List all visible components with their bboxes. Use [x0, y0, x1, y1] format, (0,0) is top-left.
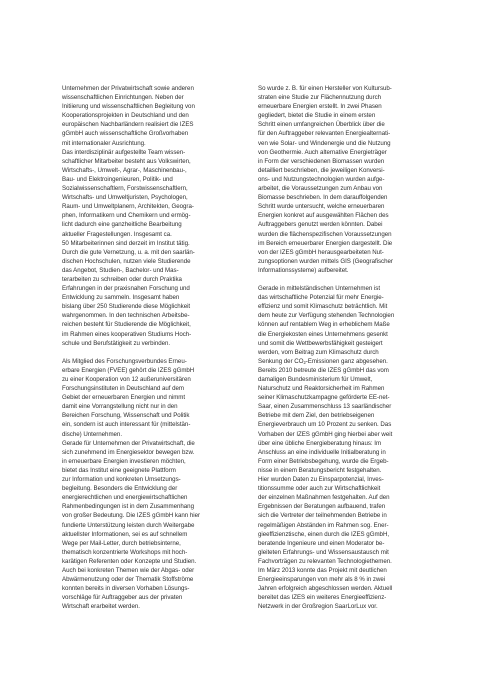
text-line: bereitet das IZES ein weiteres Energieeffizienz- [258, 594, 387, 602]
text-line: schule und Berufstätigkeit zu verbinden. [62, 339, 171, 347]
text-line: aktueller Fragestellungen. Insgesamt ca. [62, 230, 172, 238]
text-line: 50 Mitarbeiterinnen sind derzeit im Institut tätig. [62, 239, 190, 247]
text-line: wurden die flächenspezifischen Voraussetzungen [258, 230, 392, 238]
text-line: Forschungsinstituten in Deutschland auf dem [62, 385, 185, 393]
text-line: Abwärmenutzung oder der Thematik Stoffströme [62, 576, 194, 584]
text-line: Ergebnissen der Beratungen aufbauend, trafen [258, 503, 386, 511]
text-line: Jahren erfolgreich abgeschlossen werden. Aktuell [258, 585, 393, 593]
text-line: können auf rentablem Weg in erheblichem Maße [258, 321, 390, 329]
text-line: von großer Bedeutung. Die IZES gGmbH kann hier [62, 512, 200, 520]
text-line: straten eine Studie zur Flächennutzung durch [258, 94, 382, 102]
text-line: bietet das Institut eine geeignete Plattform [62, 466, 176, 474]
text-line: reichen besteht für Studierende die Möglichkeit, [62, 321, 191, 329]
text-line: wissenschaftlichen Einrichtungen. Neben der [62, 94, 184, 102]
paragraph-gap [62, 348, 248, 357]
text-line: terarbeiten zu schreiben oder durch Praktika [62, 275, 182, 283]
text-line: Bereits 2010 betreute die IZES gGmbH das vom [258, 366, 389, 374]
text-line: Auch bei konkreten Themen wie der Abgas- oder [62, 566, 195, 574]
text-line: Energieverbrauch um 10 Prozent zu senken. Das [258, 421, 392, 429]
text-line: der einzelnen Maßnahmen festgehalten. Auf den [258, 494, 390, 502]
text-line: Vorhaben der IZES gGmbH ging hierbei aber weit [258, 430, 393, 438]
text-line: phen, Informatikern und Chemikern und ermög- [62, 212, 191, 220]
text-line: begleitung. Besonders die Entwicklung der [62, 485, 178, 493]
text-line: Entwicklung zu sammeln. Insgesamt haben [62, 294, 180, 302]
text-line: Biomasse beschrieben. In dem darauffolgenden [258, 194, 388, 202]
text-line: wahrgenommen. In den technischen Arbeitsbe- [62, 312, 190, 320]
text-line: Wirtschafts-, Umwelt-, Agrar-, Maschinenbau-, [62, 166, 187, 174]
text-line: Auftraggebers genutzt werden könnten. Dabei [258, 221, 383, 229]
text-line: europäischen Nachbarländern realisiert die IZES [62, 121, 194, 129]
text-line: Form einer Betriebsbegehung, wurde die Ergeb- [258, 457, 389, 465]
text-line: das Angebot, Studien-, Bachelor- und Mas- [62, 266, 179, 274]
text-line [258, 357, 444, 366]
text-line: Gerade für Unternehmen der Privatwirtschaft, die [62, 439, 195, 447]
text-segment: Senkung der CO [258, 357, 304, 365]
text-line: licht dadurch eine ganzheitliche Bearbeitung [62, 221, 182, 229]
text-line: Anschluss an eine individuelle Initialberatung in [258, 448, 386, 456]
subscript: 2 [303, 359, 306, 365]
text-line: gGmbH auch wissenschaftliche Großvorhaben [62, 130, 189, 138]
text-line: ons- und Nutzungstechnologien wurden aufge- [258, 175, 385, 183]
text-line: im Bereich erneuerbarer Energien dargestellt. Die [258, 239, 393, 247]
text-line: ven wie Solar- und Windenergie und die Nutzung [258, 139, 391, 147]
text-line: thematisch konzentrierte Workshops mit hoch- [62, 548, 188, 556]
text-line: seiner Klimaschutzkampagne geförderte EE-net- [258, 394, 390, 402]
text-line: Schritt wurde untersucht, welche erneuerbaren [258, 203, 385, 211]
text-line: Schritt einen umfangreichen Überblick über die [258, 121, 385, 129]
text-line: Saar, einen Zusammenschluss 13 saarländischer [258, 403, 392, 411]
text-line: in erneuerbare Energien investieren möchten, [62, 457, 186, 465]
text-line: erbare Energien (FVEE) gehört die IZES gGmbH [62, 366, 195, 374]
text-line: Energien konkret auf ausgewählten Flächen des [258, 212, 389, 220]
text-line: Wirtschafts- und Umweltjuristen, Psychologen, [62, 194, 188, 202]
text-line: fundierte Unterstützung leisten durch Weitergabe [62, 521, 195, 529]
text-line: Sozialwissenschaftlern, Forstwissenschaftlern, [62, 185, 188, 193]
text-segment: -Emissionen ganz abgesehen. [305, 357, 388, 365]
text-line: detailliert beschrieben, die jeweiligen Konversi- [258, 166, 385, 174]
text-line: Energieeinsparungen von mehr als 8 % in zwei [258, 576, 386, 584]
text-line: Durch die gute Vernetzung, u. a. mit den saarlän- [62, 248, 195, 256]
text-line: die Energiekosten eines Unternehmens gesenkt [258, 330, 388, 338]
text-line: ein, sondern ist auch interessant für (mittelstän- [62, 421, 191, 429]
text-line: dem heute zur Verfügung stehenden Technologien [258, 312, 395, 320]
text-line: arbeitet, die Voraussetzungen zum Anbau von [258, 185, 383, 193]
text-line: und somit die Wettbewerbsfähigkeit gesteigert [258, 339, 383, 347]
text-line: gleiteten Erfahrungs- und Wissensaustausch mit [258, 548, 389, 556]
text-line: beratende Ingenieure und einen Moderator be- [258, 539, 385, 547]
text-line: Hier wurden Daten zu Einsparpotenzial, Inves- [258, 476, 384, 484]
text-line: Raum- und Umweltplanern, Architekten, Geogra- [62, 203, 194, 211]
text-line: für den Auftraggeber relevanten Energiealternati- [258, 130, 391, 138]
text-line: Naturschutz und Reaktorsicherheit im Rahmen [258, 385, 385, 393]
text-line: konnten bereits in diversen Vorhaben Lösungs- [62, 585, 190, 593]
text-line: nisse in einem Beratungsbericht festgehalten. [258, 466, 382, 474]
text-line: Gerade in mittelständischen Unternehmen ist [258, 285, 381, 293]
text-line: Fachvorträgen zu relevanten Technologiethemen. [258, 557, 392, 565]
text-line: in Form der verschiedenen Biomassen wurden [258, 157, 385, 165]
text-line: Wege per Mail-Letter, durch betriebsinterne, [62, 539, 181, 547]
text-line: von der IZES gGmbH herausgearbeiteten Nut- [258, 248, 384, 256]
text-line: zur Information und konkreten Umsetzungs- [62, 476, 181, 484]
text-line: erneuerbare Energien erstellt. In zwei Phasen [258, 103, 382, 111]
right-text-column [258, 84, 444, 611]
text-line: schaftlicher Mitarbeiter besteht aus Volkswirten, [62, 157, 191, 165]
text-line: gieeffizienztische, einen durch die IZES gGmbH, [258, 530, 390, 538]
text-line: Rahmenbedingungen ist in dem Zusammenhang [62, 503, 194, 511]
text-line: bislang über 250 Studierende diese Möglichkeit [62, 303, 191, 311]
text-line: Betriebe mit dem Ziel, den betriebseigenen [258, 412, 375, 420]
text-line: Initiierung und wissenschaftlichen Begleitung von [62, 103, 195, 111]
text-line: damit eine Vorrangstellung nicht nur in den [62, 403, 178, 411]
text-line: karätigen Referenten oder Konzepte und Studien. [62, 557, 197, 565]
left-text-column [62, 84, 248, 611]
text-line: aktuellster Informationen, sei es auf schnellem [62, 530, 188, 538]
text-line: Unternehmen der Privatwirtschaft sowie anderen [62, 85, 194, 92]
text-line: Bau- und Elektroingenieuren, Politik- und [62, 175, 173, 183]
text-line: gegliedert, bietet die Studie in einem ersten [258, 112, 376, 120]
text-line: das wirtschaftliche Potenzial für mehr Energie- [258, 294, 384, 302]
text-line: effizienz und somit Klimaschutz beträchtlich. Mit [258, 303, 388, 311]
text-line: Als Mitglied des Forschungsverbundes Erneu- [62, 357, 187, 365]
text-line: werden, vom Beitrag zum Klimaschutz durch [258, 348, 379, 356]
text-line: energierechtlichen und energiewirtschaftlichen [62, 494, 188, 502]
text-line: über eine übliche Energieberatung hinaus: Im [258, 439, 382, 447]
text-line: Netzwerk in der Großregion SaarLorLux vor. [258, 603, 378, 611]
text-line: Gebiet der erneuerbaren Energien und nimmt [62, 394, 186, 402]
text-line: zungsoptionen wurden mittels GIS (Geografischer [258, 257, 393, 265]
text-line: zu einer Kooperation von 12 außeruniversitären [62, 376, 191, 383]
text-line: dischen Hochschulen, nutzen viele Studierende [62, 257, 191, 265]
text-line: Das interdisziplinär aufgestellte Team wissen- [62, 148, 186, 156]
text-line: So wurde z. B. für einen Hersteller von Kultursub- [258, 85, 392, 92]
text-line: regelmäßigen Abständen im Rahmen sog. Ener- [258, 521, 389, 529]
text-line: vorschläge für Auftraggeber aus der privaten [62, 594, 183, 602]
text-line: Informationssysteme) aufbereitet. [258, 266, 349, 274]
text-line: Kooperationsprojekten in Deutschland und den [62, 112, 189, 120]
text-line: Im März 2013 konnte das Projekt mit deutlichen [258, 566, 387, 574]
text-line: im Rahmen eines kooperativen Studiums Hoch- [62, 330, 192, 338]
text-line: dische) Unternehmen. [62, 430, 123, 438]
text-line: Wirtschaft erarbeitet werden. [62, 603, 140, 611]
text-line: damaligen Bundesministerium für Umwelt, [258, 376, 373, 383]
text-line: Erfahrungen in der praxisnahen Forschung und [62, 285, 190, 293]
paragraph-gap [258, 275, 444, 284]
text-line: Bereichen Forschung, Wissenschaft und Politik [62, 412, 190, 420]
text-line: von Geothermie. Auch alternative Energieträger [258, 148, 387, 156]
text-line: mit internationaler Ausrichtung. [62, 139, 146, 147]
text-line: sich die Vertreter der teilnehmenden Betriebe in [258, 512, 387, 520]
text-line: sich zunehmend im Energiesektor bewegen bzw. [62, 448, 195, 456]
text-line: titionssumme oder auch zur Wirtschaftlichkeit [258, 485, 381, 493]
